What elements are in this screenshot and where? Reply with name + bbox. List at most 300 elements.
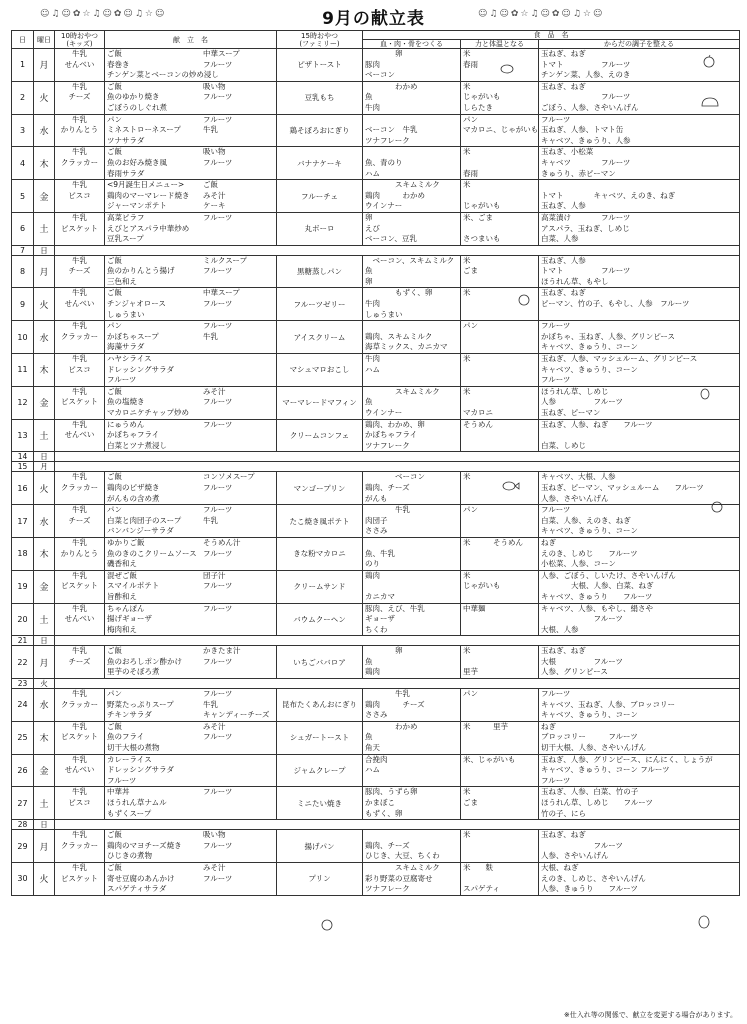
dish-name: フルーツ [203, 732, 233, 742]
weekday: 土 [34, 787, 55, 820]
dish-name: フルーツ [203, 157, 233, 167]
food-item: スパゲティ [463, 884, 500, 894]
food-item: ウインナー [365, 201, 403, 211]
food-item: 玉ねぎ、ねぎ [541, 646, 586, 656]
food-item: 大根、ねぎ [541, 862, 579, 872]
apple-icon [702, 54, 716, 68]
food-item: キャベツ、きゅうり、コーン [541, 342, 638, 352]
food-item: ハム [365, 364, 380, 374]
food-red [363, 255, 461, 288]
food-item: じゃがいも [463, 92, 501, 102]
day-number: 8 [12, 255, 34, 288]
dish-name: 中華丼 [107, 787, 130, 797]
food-item [365, 321, 458, 332]
food-item [463, 516, 536, 527]
food-item: 鶏肉、スキムミルク [365, 331, 433, 341]
menu-dishes [105, 862, 277, 895]
menu-row [12, 419, 740, 452]
dish-name: ご飯 [107, 721, 122, 731]
food-item [365, 115, 458, 126]
dish-name: 三色和え [107, 276, 137, 286]
food-item [463, 397, 536, 408]
food-item: 切干大根、人参、さやいんげん [541, 743, 646, 753]
dish-name [203, 743, 274, 754]
dish-name: ご飯 [107, 81, 122, 91]
dish-name: みそ汁 [203, 721, 226, 731]
dish-name: 魚のきのこクリームソース [107, 548, 197, 558]
dish-name: ご飯 [107, 830, 122, 840]
food-item: 玉ねぎ、小松菜 [541, 147, 594, 157]
food-item: 米 [463, 570, 471, 580]
food-item: ベーコン [365, 472, 425, 482]
food-item: 玉ねぎ、人参、トマト缶 [541, 125, 624, 135]
food-item: 牛肉 [365, 354, 380, 364]
dish-name: 魚の塩焼き [107, 397, 145, 407]
dish-name: チンジャオロース [107, 299, 166, 309]
weekday: 土 [34, 212, 55, 245]
dish-name: 豆乳スープ [107, 234, 144, 244]
food-item: かぼちゃ、玉ねぎ、人参、グリンピース [541, 331, 676, 341]
dish-name [203, 851, 274, 862]
weekday: 水 [34, 689, 55, 722]
dish-name: フルーツ [203, 505, 233, 515]
food-item: 玉ねぎ、人参、グリンピース、にんにく、しょうが [541, 754, 713, 764]
snack-am: 牛乳 チーズ [55, 505, 105, 538]
food-item [463, 657, 536, 668]
dish-name [203, 365, 274, 376]
food-yellow [461, 689, 539, 722]
menu-dishes [105, 386, 277, 419]
food-item: 里芋 [463, 667, 478, 677]
food-item: ひじき、大豆、ちくわ [365, 851, 440, 861]
food-item [463, 526, 536, 537]
weekday: 水 [34, 321, 55, 354]
menu-dishes [105, 721, 277, 754]
food-item: ツナフレーク [365, 884, 410, 894]
food-item: しらたき [463, 102, 493, 112]
day-number: 6 [12, 212, 34, 245]
food-item [463, 809, 536, 820]
dish-name [203, 765, 274, 776]
dish-name: フルーツ [203, 689, 233, 699]
dish-name: <9月誕生日メニュー> [107, 180, 185, 190]
candy-icon [497, 63, 517, 75]
food-red [363, 570, 461, 603]
holiday-blank [55, 452, 740, 462]
snack-am: 牛乳 チーズ [55, 646, 105, 679]
food-green [539, 180, 740, 213]
dish-name [203, 224, 274, 235]
day-number: 18 [12, 537, 34, 570]
dish-name [203, 430, 274, 441]
food-green [539, 862, 740, 895]
food-item: 米 [463, 180, 471, 190]
col-yellow: 力と体温となる [461, 40, 539, 49]
food-item: 魚 [365, 266, 373, 276]
menu-dishes [105, 646, 277, 679]
weekday: 火 [34, 288, 55, 321]
menu-row [12, 462, 740, 472]
food-item: フルーツ [541, 689, 571, 699]
dish-name: マカロニケチャップ炒め [107, 408, 189, 417]
menu-row [12, 754, 740, 787]
dish-name: 磯香和え [107, 559, 137, 569]
snack-am: 牛乳 かりんとう [55, 114, 105, 147]
dish-name: キャンディーチーズ [203, 710, 270, 720]
food-item [463, 375, 536, 386]
snack-am: 牛乳 ビスケット [55, 721, 105, 754]
food-item: えのき、しめじ、さやいんげん [541, 873, 646, 883]
weekday: 月 [34, 49, 55, 82]
dish-name: 中華スープ [203, 49, 240, 58]
food-green [539, 689, 740, 722]
dish-name: 揚げギョーザ [107, 614, 152, 624]
food-red [363, 354, 461, 387]
col-red: 血・肉・骨をつくる [363, 40, 461, 49]
dish-name: 牛乳 [203, 699, 218, 709]
page-title: 9月の献立表 [322, 9, 425, 29]
food-item: わかめ [365, 721, 418, 731]
dish-name: 魚のゆかり焼き [107, 92, 160, 102]
dish-name: フルーツ [203, 92, 233, 102]
snack-pm: いちごババロア [277, 646, 363, 679]
snack-am: 牛乳 せんべい [55, 288, 105, 321]
food-item: ハム [365, 765, 380, 775]
menu-row [12, 646, 740, 679]
food-red [363, 472, 461, 505]
food-item [365, 147, 458, 158]
dish-name [203, 441, 274, 452]
food-item [463, 224, 536, 235]
col-snack-pm: 15時おやつ (ファミリー) [277, 31, 363, 49]
menu-row [12, 255, 740, 288]
food-item [463, 277, 536, 288]
food-item: 米 [463, 386, 471, 396]
dish-name [203, 234, 274, 245]
food-red [363, 419, 461, 452]
food-item: 鶏肉 わかめ [365, 190, 425, 200]
dish-name: ドレッシングサラダ [107, 765, 175, 775]
food-item: 牛肉 [365, 102, 380, 112]
food-item: 米 [463, 288, 471, 298]
food-item: がんも [365, 493, 388, 503]
snack-pm: バウムクーヘン [277, 603, 363, 636]
food-item: 魚 [365, 656, 373, 666]
menu-dishes [105, 472, 277, 505]
weekday: 火 [34, 472, 55, 505]
food-yellow [461, 505, 539, 538]
food-yellow [461, 862, 539, 895]
food-red [363, 321, 461, 354]
food-red [363, 603, 461, 636]
food-item: キャベツ、きゅうり、コーン [541, 710, 638, 720]
food-green [539, 147, 740, 180]
food-item: キャベツ、きゅうり、人参 [541, 135, 631, 145]
food-item: 米 麩 [463, 862, 493, 872]
food-item [463, 494, 536, 505]
dish-name: ジャーマンポテト [107, 201, 167, 211]
dish-name: 里芋のそぼろ煮 [107, 667, 160, 677]
menu-row [12, 354, 740, 387]
food-item: 鶏肉、わかめ、卵 [365, 419, 425, 429]
snack-pm: フルーツゼリー [277, 288, 363, 321]
food-yellow [461, 212, 539, 245]
dish-name: ご飯 [107, 288, 122, 298]
food-yellow [461, 114, 539, 147]
snack-am: 牛乳 クラッカー [55, 147, 105, 180]
food-green [539, 114, 740, 147]
food-item: 白菜、人参、えのき、ねぎ [541, 515, 631, 525]
weekday: 日 [34, 820, 55, 830]
dish-name: がんもの含め煮 [107, 493, 160, 503]
food-red [363, 646, 461, 679]
weekday: 日 [34, 245, 55, 255]
food-red [363, 721, 461, 754]
food-item: 卵 [365, 49, 403, 58]
dish-name: 白菜とツナ煮浸し [107, 440, 167, 450]
weekday: 木 [34, 721, 55, 754]
snack-am: 牛乳 ビスコ [55, 180, 105, 213]
food-item: キャベツ、大根、人参 [541, 472, 616, 482]
food-item [463, 874, 536, 885]
snack-pm: きな粉マカロニ [277, 537, 363, 570]
food-yellow [461, 787, 539, 820]
weekday: 月 [34, 830, 55, 863]
food-item: 牛乳 [365, 689, 410, 699]
food-item: ごま [463, 798, 478, 807]
food-item [365, 830, 458, 841]
food-red [363, 114, 461, 147]
dish-name: パン [107, 689, 122, 699]
dish-name: ゆかりご飯 [107, 537, 145, 547]
snack-pm: フルーチェ [277, 180, 363, 213]
day-number: 17 [12, 505, 34, 538]
menu-dishes [105, 147, 277, 180]
menu-row [12, 472, 740, 505]
menu-dishes [105, 689, 277, 722]
col-weekday: 曜日 [34, 31, 55, 49]
dish-name: にゅうめん [107, 419, 145, 429]
food-green [539, 419, 740, 452]
menu-dishes [105, 419, 277, 452]
dish-name: フルーツ [203, 299, 233, 309]
snack-pm: 揚げパン [277, 830, 363, 863]
dish-name: カレーライス [107, 754, 152, 764]
holiday-blank [55, 636, 740, 646]
dish-name: ご飯 [107, 147, 122, 157]
dish-name: 鶏肉のマーマレード焼き [107, 190, 190, 200]
dish-name [203, 342, 274, 353]
food-item [463, 191, 536, 202]
day-number: 16 [12, 472, 34, 505]
food-item: 人参 フルーツ [541, 397, 623, 407]
food-item: 米 [463, 255, 471, 265]
menu-row [12, 862, 740, 895]
day-number: 29 [12, 830, 34, 863]
food-item: 人参、ごぼう、しいたけ、さやいんげん [541, 570, 676, 580]
food-item: トマト キャベツ、えのき、ねぎ [541, 190, 676, 200]
food-item: しゅうまい [365, 309, 403, 319]
food-item: 米、ごま [463, 212, 493, 222]
weekday: 金 [34, 754, 55, 787]
menu-row [12, 820, 740, 830]
food-item: 豚肉、うずら卵 [365, 787, 418, 797]
food-yellow [461, 386, 539, 419]
dish-name: ひじきの煮物 [107, 851, 152, 861]
dish-name: 海藻サラダ [107, 342, 145, 352]
dish-name: フルーツ [203, 321, 233, 331]
dish-name: 魚のフライ [107, 732, 145, 742]
weekday: 火 [34, 679, 55, 689]
food-item [463, 441, 536, 452]
food-item: 竹の子、にら [541, 808, 586, 818]
day-number: 24 [12, 689, 34, 722]
dish-name [203, 310, 274, 321]
food-item [541, 310, 737, 321]
dish-name: ちゃんぽん [107, 603, 145, 613]
dish-name [203, 776, 274, 787]
food-item: スキムミルク [365, 180, 440, 190]
dish-name: ごぼうのしぐれ煮 [107, 102, 167, 112]
day-number: 4 [12, 147, 34, 180]
dish-name [203, 277, 274, 288]
weekday: 火 [34, 81, 55, 114]
dish-name: みそ汁 [203, 386, 226, 396]
food-item: 米 [463, 787, 471, 797]
food-item: 卵 [365, 212, 373, 222]
food-yellow [461, 419, 539, 452]
snack-pm: 黒糖蒸しパン [277, 255, 363, 288]
dish-name: 牛乳 [203, 331, 218, 341]
dish-name: ご飯 [107, 472, 122, 482]
snack-am: 牛乳 ビスケット [55, 212, 105, 245]
day-number: 27 [12, 787, 34, 820]
dish-name [203, 494, 274, 505]
food-item [463, 776, 536, 787]
food-item: 米 里芋 [463, 721, 508, 731]
food-item [463, 430, 536, 441]
food-item [463, 851, 536, 862]
dish-name [203, 614, 274, 625]
food-item: 卵 [365, 646, 403, 656]
day-number: 14 [12, 452, 34, 462]
food-item: 魚 [365, 92, 373, 102]
food-item: 合挽肉 [365, 754, 388, 764]
food-item: ちくわ [365, 624, 388, 634]
food-red [363, 689, 461, 722]
weekday: 月 [34, 462, 55, 472]
food-item: 米 [463, 354, 471, 364]
dish-name: ミネストローネスープ [107, 125, 181, 135]
menu-dishes [105, 754, 277, 787]
dish-name: チンゲン菜とベーコンの炒め浸し [107, 70, 219, 80]
food-item: 米 [463, 830, 471, 840]
food-item [463, 310, 536, 321]
food-item: 玉ねぎ、ピーマン [541, 408, 601, 417]
dish-name [203, 103, 274, 114]
pineapple-icon [698, 385, 712, 401]
dish-name [203, 625, 274, 636]
menu-row [12, 830, 740, 863]
food-yellow [461, 81, 539, 114]
dish-name: フルーツ [203, 114, 233, 124]
food-item: 人参、きゅうり フルーツ [541, 884, 638, 894]
dish-name: ご飯 [107, 255, 122, 265]
header [0, 0, 747, 34]
food-item: ブロッコリー フルーツ [541, 732, 638, 742]
food-item: 魚 [365, 397, 373, 407]
food-green [539, 321, 740, 354]
food-item: 人参、さやいんげん [541, 851, 609, 861]
dish-name: えびとアスパラ中華炒め [107, 223, 190, 233]
dish-name: 中華スープ [203, 288, 240, 298]
food-item: ツナフレーク [365, 135, 410, 145]
dish-name: フルーツ [203, 581, 233, 591]
snack-am: 牛乳 せんべい [55, 754, 105, 787]
dish-name: ご飯 [107, 646, 122, 656]
food-item: 肉団子 [365, 515, 388, 525]
menu-dishes [105, 180, 277, 213]
snack-am: 牛乳 ビスコ [55, 354, 105, 387]
dish-name: フルーツ [203, 59, 233, 69]
food-red [363, 830, 461, 863]
snack-pm: ピザトースト [277, 49, 363, 82]
menu-row [12, 212, 740, 245]
food-item [463, 365, 536, 376]
food-item: 白菜、人参 [541, 234, 579, 244]
food-item [365, 375, 458, 386]
day-number: 26 [12, 754, 34, 787]
food-item: 米 [463, 147, 471, 157]
food-item: ベーコン 牛乳 [365, 125, 418, 135]
food-item: 玉ねぎ、ねぎ [541, 49, 586, 58]
food-yellow [461, 147, 539, 180]
day-number: 2 [12, 81, 34, 114]
food-red [363, 862, 461, 895]
menu-row [12, 147, 740, 180]
food-green [539, 212, 740, 245]
food-item: フルーツ [541, 775, 571, 785]
food-red [363, 754, 461, 787]
menu-row [12, 603, 740, 636]
food-item: ねぎ [541, 537, 556, 547]
food-item: キャベツ フルーツ [541, 157, 631, 167]
sprite-icon [517, 292, 531, 308]
food-red [363, 787, 461, 820]
food-item [463, 732, 536, 743]
food-item: ツナフレーク [365, 440, 410, 450]
food-item: 鶏肉、チーズ [365, 840, 410, 850]
weekday: 土 [34, 419, 55, 452]
food-green [539, 721, 740, 754]
dish-name: みそ汁 [203, 190, 226, 200]
food-green [539, 570, 740, 603]
dish-name: 吸い物 [203, 81, 226, 91]
col-day: 日 [12, 31, 34, 49]
food-green [539, 255, 740, 288]
dish-name: かぼちゃフライ [107, 430, 160, 440]
food-item: マカロニ [463, 408, 493, 417]
food-green [539, 787, 740, 820]
dish-name: ご飯 [107, 49, 122, 58]
dish-name: しゅうまい [107, 309, 145, 319]
menu-dishes [105, 830, 277, 863]
dish-name: 団子汁 [203, 570, 226, 580]
fish-icon [500, 480, 520, 492]
food-item: キャベツ、きゅうり、コーン [541, 526, 638, 536]
food-item: もずく、卵 [365, 808, 403, 818]
dish-name: 吸い物 [203, 147, 226, 157]
